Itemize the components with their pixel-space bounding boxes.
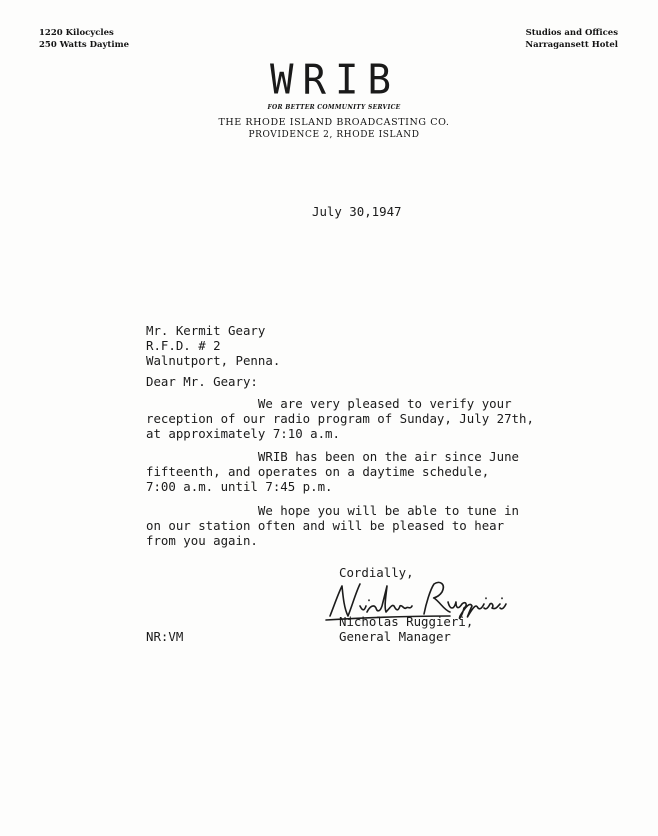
- station-logo: WRIB: [270, 56, 400, 105]
- signer-name: Nicholas Ruggieri,: [339, 614, 474, 629]
- salutation: Dear Mr. Geary:: [146, 374, 258, 389]
- company-city: PROVIDENCE 2, RHODE ISLAND: [248, 130, 420, 140]
- paragraph-closing-remarks: [146, 503, 519, 548]
- letterhead-frequency-block: [39, 27, 129, 51]
- power-line: 250 Watts Daytime: [39, 40, 129, 50]
- paragraph-line: 7:00 a.m. until 7:45 p.m.: [146, 479, 333, 494]
- letterhead-studio-block: [525, 27, 618, 51]
- recipient-address: [146, 323, 280, 368]
- paragraph-line: reception of our radio program of Sunday, July 27th,: [146, 411, 534, 426]
- address-line: Walnutport, Penna.: [146, 353, 281, 368]
- paragraph-line: We are very pleased to verify your: [146, 396, 512, 411]
- address-line: Mr. Kermit Geary: [146, 323, 266, 338]
- paragraph-schedule: [146, 449, 519, 494]
- reference-initials: NR:VM: [146, 629, 184, 644]
- complimentary-close: Cordially,: [339, 565, 414, 580]
- paragraph-verification: [146, 396, 534, 441]
- paragraph-line: WRIB has been on the air since June: [146, 449, 519, 464]
- hotel-line: Narragansett Hotel: [525, 40, 618, 50]
- paragraph-line: fifteenth, and operates on a daytime schedule,: [146, 464, 490, 479]
- studio-line: Studios and Offices: [525, 28, 618, 38]
- signature-block: [339, 614, 473, 644]
- address-line: R.F.D. # 2: [146, 338, 221, 353]
- paragraph-line: on our station often and will be pleased to hear: [146, 518, 505, 533]
- frequency-line: 1220 Kilocycles: [39, 28, 114, 38]
- letter-date: July 30,1947: [312, 204, 402, 219]
- station-tagline: FOR BETTER COMMUNITY SERVICE: [267, 104, 401, 111]
- paragraph-line: at approximately 7:10 a.m.: [146, 426, 340, 441]
- signer-title: General Manager: [339, 629, 451, 644]
- paragraph-line: We hope you will be able to tune in: [146, 503, 519, 518]
- paragraph-line: from you again.: [146, 533, 258, 548]
- company-name: THE RHODE ISLAND BROADCASTING CO.: [218, 117, 450, 128]
